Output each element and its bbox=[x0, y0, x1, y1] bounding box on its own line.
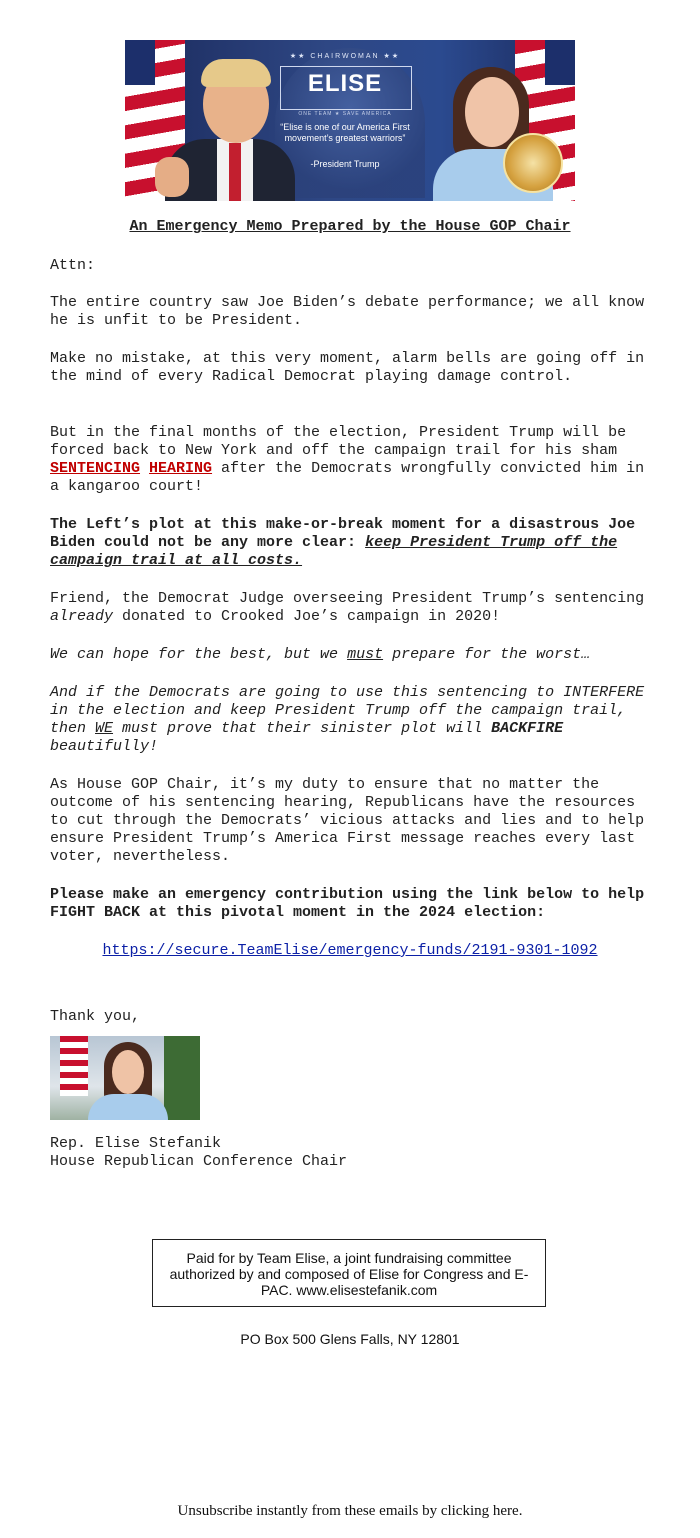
attn-line: Attn: bbox=[50, 257, 96, 274]
paragraph-alarm-bells: Make no mistake, at this very moment, alarm bells are going off in the mind of every Radical Democrat playing damage control. bbox=[50, 350, 645, 385]
memo-title: An Emergency Memo Prepared by the House GOP Chair bbox=[129, 218, 571, 235]
p7-text-b: in the election and keep President Trump off the campaign trail, then bbox=[50, 702, 627, 737]
official-team-trump-seal bbox=[503, 133, 563, 193]
paragraph-interfere bbox=[50, 684, 650, 756]
donation-link-line bbox=[50, 942, 650, 960]
banner-quote: “Elise is one of our America First movement’s greatest warriors” bbox=[280, 122, 410, 143]
thank-you-line: Thank you, bbox=[50, 1008, 141, 1025]
banner-quote-attribution: -President Trump bbox=[310, 159, 380, 169]
p5-text-a: Friend, the Democrat Judge overseeing President Trump’s sentencing bbox=[50, 590, 645, 607]
signer-name: Rep. Elise Stefanik bbox=[50, 1135, 222, 1152]
p6-text-a: We can hope for the best, but we bbox=[50, 646, 348, 663]
p7-interfere: INTERFERE bbox=[563, 684, 645, 701]
hearing-highlight: HEARING bbox=[149, 460, 213, 477]
paragraph-hope bbox=[50, 646, 650, 664]
thumbs-up-icon bbox=[155, 157, 189, 197]
p4-emphasis: keep President Trump off the campaign trail at all costs. bbox=[50, 534, 618, 569]
emergency-funds-link[interactable]: https://secure.TeamElise/emergency-funds/2191-9301-1092 bbox=[102, 942, 598, 959]
logo-tagline: ONE TEAM ★ SAVE AMERICA bbox=[298, 111, 392, 117]
p5-already: already bbox=[50, 608, 114, 625]
signer-title: House Republican Conference Chair bbox=[50, 1153, 348, 1170]
p7-we: WE bbox=[95, 720, 114, 737]
header-banner-image bbox=[125, 40, 575, 201]
paragraph-sentencing bbox=[50, 424, 650, 496]
p7-text-d: beautifully! bbox=[50, 738, 159, 755]
p4-bold-text: The Left’s plot at this make-or-break moment for a disastrous Joe Biden could not be any more clear: bbox=[50, 516, 636, 551]
p6-must: must bbox=[347, 646, 384, 663]
paragraph-contribution-ask: Please make an emergency contribution using the link below to help FIGHT BACK at this pivotal moment in the 2024 election: bbox=[50, 886, 645, 921]
p5-text-b: donated to Crooked Joe’s campaign in 2020! bbox=[113, 608, 501, 625]
signature-photo bbox=[50, 1036, 200, 1120]
p3-text-b: after the Democrats wrongfully convicted him in a kangaroo court! bbox=[50, 460, 645, 495]
paid-for-disclaimer: Paid for by Team Elise, a joint fundraising committee authorized by and composed of Elise for Congress and E-PAC. www.elisestefanik.com bbox=[152, 1239, 546, 1307]
p3-text-a: But in the final months of the election, President Trump will be forced back to New York and off the campaign trail for his sham bbox=[50, 424, 627, 459]
mailing-address: PO Box 500 Glens Falls, NY 12801 bbox=[240, 1331, 460, 1347]
logo-small-title: ★★ CHAIRWOMAN ★★ bbox=[289, 53, 401, 60]
elise-logo: ELISE bbox=[307, 70, 383, 97]
p6-text-b: prepare for the worst… bbox=[383, 646, 591, 663]
trump-photo bbox=[155, 51, 295, 201]
paragraph-left-plot bbox=[50, 516, 650, 570]
p7-text-c: must prove that their sinister plot will bbox=[113, 720, 492, 737]
paragraph-debate: The entire country saw Joe Biden’s debate performance; we all know he is unfit to be President. bbox=[50, 294, 645, 329]
sentencing-highlight: SENTENCING bbox=[50, 460, 141, 477]
p7-backfire: BACKFIRE bbox=[491, 720, 564, 737]
p7-text-a: And if the Democrats are going to use this sentencing to bbox=[50, 684, 564, 701]
paragraph-duty: As House GOP Chair, it’s my duty to ensure that no matter the outcome of his sentencing hearing, Republicans have the resources to cut through the Democrats’ vicious attacks and lies and to help ensure President Trump’s America First message reaches every last voter, nevertheless. bbox=[50, 776, 645, 865]
unsubscribe-link[interactable]: Unsubscribe instantly from these emails by clicking here. bbox=[177, 1503, 523, 1519]
paragraph-judge bbox=[50, 590, 650, 626]
